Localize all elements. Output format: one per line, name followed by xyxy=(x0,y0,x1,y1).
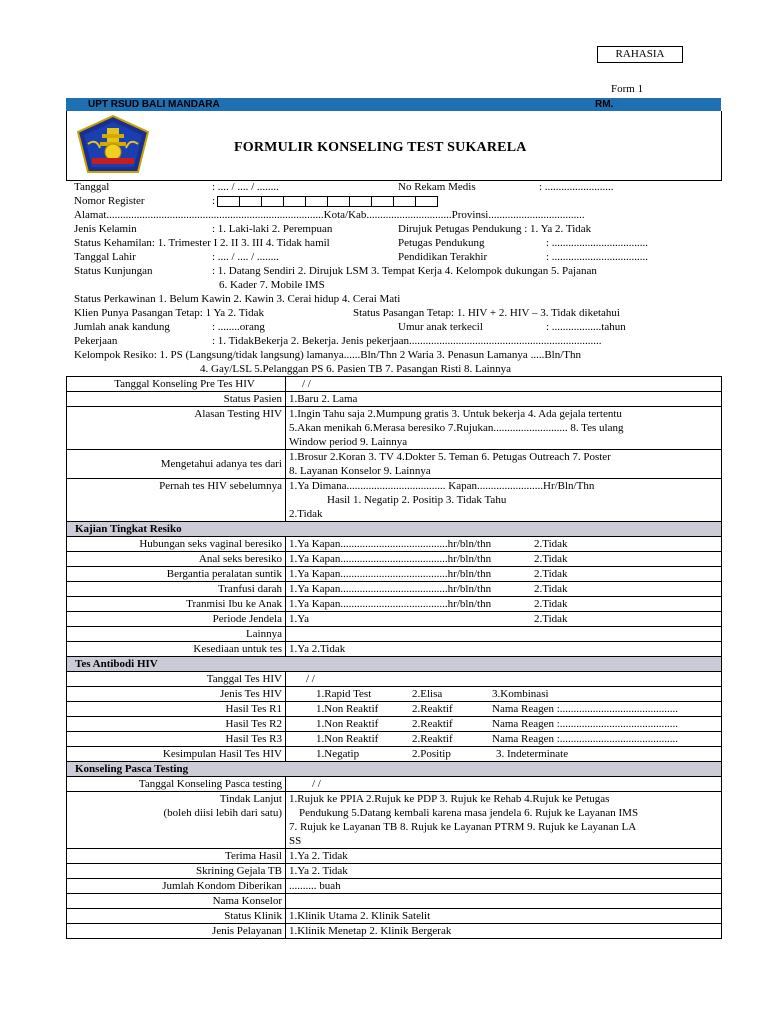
hasil-field[interactable] xyxy=(286,732,722,747)
confidential-badge: RAHASIA xyxy=(597,46,683,63)
nomor-register-colon: : xyxy=(212,195,216,207)
table-row xyxy=(67,642,722,657)
nomor-register-boxes[interactable] xyxy=(218,196,438,206)
status-kunjungan-field-2[interactable]: 6. Kader 7. Mobile IMS xyxy=(219,279,325,291)
hasil-c: Nama Reagen :........................................... xyxy=(492,733,679,745)
status-kunjungan-field[interactable]: : 1. Datang Sendiri 2. Dirujuk LSM 3. Tempat Kerja 4. Kelompok dukungan 5. Pajanan xyxy=(212,265,597,277)
skrining-label: Skrining Gejala TB xyxy=(67,864,286,879)
rm-label: RM. xyxy=(595,99,614,110)
bali-province-emblem-icon xyxy=(74,114,152,178)
kesediaan-field[interactable]: 1.Ya 2.Tidak xyxy=(286,642,722,657)
lainnya-label: Lainnya xyxy=(67,627,286,642)
pasca-section-title: Konseling Pasca Testing xyxy=(67,762,722,777)
no-rekam-field[interactable]: : ......................... xyxy=(539,181,614,193)
pendidikan-field[interactable]: : ................................... xyxy=(546,251,649,263)
lainnya-field[interactable] xyxy=(286,627,722,642)
umur-anak-field[interactable]: : ..................tahun xyxy=(546,321,626,333)
mengetahui-field[interactable] xyxy=(286,450,722,479)
tanggal-label: Tanggal xyxy=(74,181,110,193)
kajian-ya: 1.Ya Kapan.......................................hr/bln/thn xyxy=(289,538,492,550)
mengetahui-line-2: 8. Layanan Konselor 9. Lainnya xyxy=(289,465,431,477)
table-row xyxy=(67,687,722,702)
status-pasien-field[interactable]: 1.Baru 2. Lama xyxy=(286,392,722,407)
kajian-field[interactable] xyxy=(286,537,722,552)
pre-tes-field[interactable]: / / xyxy=(286,377,722,392)
status-kunjungan-label: Status Kunjungan xyxy=(74,265,153,277)
tanggal-lahir-field[interactable]: : .... / .... / ........ xyxy=(212,251,279,263)
mengetahui-line-1: 1.Brosur 2.Koran 3. TV 4.Dokter 5. Teman 6. Petugas Outreach 7. Poster xyxy=(289,451,611,463)
kesimpulan-label: Kesimpulan Hasil Tes HIV xyxy=(67,747,286,762)
tindak-line-3: 7. Rujuk ke Layanan TB 8. Rujuk ke Layanan PTRM 9. Rujuk ke Layanan LA xyxy=(289,821,637,833)
tanggal-tes-field[interactable]: / / xyxy=(286,672,722,687)
kesimpulan-field[interactable] xyxy=(286,747,722,762)
hasil-label: Hasil Tes R2 xyxy=(67,717,286,732)
alasan-line-1: 1.Ingin Tahu saja 2.Mumpung gratis 3. Untuk bekerja 4. Ada gejala tertentu xyxy=(289,408,622,420)
tindak-field[interactable] xyxy=(286,792,722,849)
table-row xyxy=(67,377,722,392)
form-title: FORMULIR KONSELING TEST SUKARELA xyxy=(234,140,527,155)
jumlah-anak-label: Jumlah anak kandung xyxy=(74,321,170,333)
table-row xyxy=(67,924,722,939)
kajian-label: Hubungan seks vaginal beresiko xyxy=(67,537,286,552)
table-row xyxy=(67,407,722,450)
table-row xyxy=(67,567,722,582)
alamat-line[interactable]: Alamat...............................................................................Kota/Kab...............................Provinsi................................... xyxy=(74,209,585,221)
alasan-line-3: Window period 9. Lainnya xyxy=(289,436,408,448)
table-row xyxy=(67,552,722,567)
kajian-ya: 1.Ya xyxy=(289,613,309,625)
status-pasien-label: Status Pasien xyxy=(67,392,286,407)
kajian-label: Bergantia peralatan suntik xyxy=(67,567,286,582)
table-row xyxy=(67,657,722,672)
hasil-a: 1.Non Reaktif xyxy=(316,718,379,730)
table-row xyxy=(67,864,722,879)
mengetahui-label: Mengetahui adanya tes dari xyxy=(67,450,286,479)
jumlah-anak-field[interactable]: : ........orang xyxy=(212,321,265,333)
kesimpulan-c: 3. Indeterminate xyxy=(496,748,569,760)
table-row xyxy=(67,777,722,792)
kajian-tidak: 2.Tidak xyxy=(534,538,568,550)
table-row xyxy=(67,702,722,717)
jenis-kelamin-label: Jenis Kelamin xyxy=(74,223,137,235)
kajian-ya: 1.Ya Kapan.......................................hr/bln/thn xyxy=(289,598,492,610)
kesimpulan-b: 2.Positip xyxy=(412,748,451,760)
table-row xyxy=(67,717,722,732)
hasil-field[interactable] xyxy=(286,702,722,717)
table-row xyxy=(67,537,722,552)
tindak-label: Tindak Lanjut xyxy=(219,793,282,805)
konselor-label: Nama Konselor xyxy=(67,894,286,909)
kajian-field[interactable] xyxy=(286,612,722,627)
table-row xyxy=(67,450,722,479)
table-row xyxy=(67,479,722,522)
kajian-label: Tranfusi darah xyxy=(67,582,286,597)
tanggal-lahir-label: Tanggal Lahir xyxy=(74,251,136,263)
table-row xyxy=(67,582,722,597)
tindak-label-note: (boleh diisi lebih dari satu) xyxy=(163,807,282,819)
table-row xyxy=(67,522,722,537)
skrining-field[interactable]: 1.Ya 2. Tidak xyxy=(286,864,722,879)
hasil-a: 1.Non Reaktif xyxy=(316,703,379,715)
kondom-field[interactable]: .......... buah xyxy=(286,879,722,894)
jenis-pelayanan-field[interactable]: 1.Klinik Menetap 2. Klinik Bergerak xyxy=(286,924,722,939)
jenis-tes-b: 2.Elisa xyxy=(412,688,443,700)
tanggal-tes-label: Tanggal Tes HIV xyxy=(67,672,286,687)
table-row xyxy=(67,879,722,894)
pernah-label: Pernah tes HIV sebelumnya xyxy=(67,479,286,522)
kesediaan-label: Kesediaan untuk tes xyxy=(67,642,286,657)
umur-anak-label: Umur anak terkecil xyxy=(398,321,483,333)
table-row xyxy=(67,909,722,924)
kajian-label: Tranmisi Ibu ke Anak xyxy=(67,597,286,612)
alasan-line-2: 5.Akan menikah 6.Merasa beresiko 7.Rujukan........................... 8. Tes ulang xyxy=(289,422,624,434)
pendidikan-label: Pendidikan Terakhir xyxy=(398,251,488,263)
status-pasangan-field[interactable]: Status Pasangan Tetap: 1. HIV + 2. HIV – 3. Tidak diketahui xyxy=(353,307,620,319)
status-kehamilan-field[interactable]: Status Kehamilan: 1. Trimester I 2. II 3. III 4. Tidak hamil xyxy=(74,237,330,249)
klien-pasangan-field[interactable]: Klien Punya Pasangan Tetap: 1 Ya 2. Tidak xyxy=(74,307,265,319)
hasil-b: 2.Reaktif xyxy=(412,718,453,730)
kajian-ya: 1.Ya Kapan.......................................hr/bln/thn xyxy=(289,553,492,565)
pasca-tanggal-field[interactable]: / / xyxy=(286,777,722,792)
table-row xyxy=(67,732,722,747)
konselor-field[interactable] xyxy=(286,894,722,909)
dirujuk-field[interactable]: Dirujuk Petugas Pendukung : 1. Ya 2. Tidak xyxy=(398,223,592,235)
hasil-field[interactable] xyxy=(286,717,722,732)
petugas-field[interactable]: : ................................... xyxy=(546,237,649,249)
pernah-line-3: 2.Tidak xyxy=(289,508,323,520)
hasil-c: Nama Reagen :........................................... xyxy=(492,718,679,730)
table-row xyxy=(67,392,722,407)
hospital-bar xyxy=(66,98,721,111)
table-row xyxy=(67,612,722,627)
hasil-b: 2.Reaktif xyxy=(412,733,453,745)
kajian-field[interactable] xyxy=(286,567,722,582)
petugas-label: Petugas Pendukung xyxy=(398,237,485,249)
status-perkawinan-field[interactable]: Status Perkawinan 1. Belum Kawin 2. Kawin 3. Cerai hidup 4. Cerai Mati xyxy=(74,293,401,305)
jenis-kelamin-field[interactable]: : 1. Laki-laki 2. Perempuan xyxy=(212,223,333,235)
no-rekam-label: No Rekam Medis xyxy=(398,181,476,193)
tindak-line-4: SS xyxy=(289,835,302,847)
kajian-field[interactable] xyxy=(286,552,722,567)
jenis-tes-field[interactable] xyxy=(286,687,722,702)
tindak-line-2: Pendukung 5.Datang kembali karena masa jendela 6. Rujuk ke Layanan IMS xyxy=(299,807,639,819)
kajian-field[interactable] xyxy=(286,597,722,612)
tindak-label-cell xyxy=(67,792,286,849)
table-row xyxy=(67,597,722,612)
hasil-a: 1.Non Reaktif xyxy=(316,733,379,745)
kesimpulan-a: 1.Negatip xyxy=(316,748,360,760)
kelompok-resiko-field[interactable]: Kelompok Resiko: 1. PS (Langsung/tidak langsung) lamanya......Bln/Thn 2 Waria 3. Penasun Lamanya .....Bln/Thn xyxy=(74,349,581,361)
kajian-section-title: Kajian Tingkat Resiko xyxy=(67,522,722,537)
jenis-tes-a: 1.Rapid Test xyxy=(316,688,372,700)
table-row xyxy=(67,792,722,849)
pekerjaan-label: Pekerjaan xyxy=(74,335,118,347)
tanggal-field[interactable]: : .... / .... / ........ xyxy=(212,181,279,193)
kajian-field[interactable] xyxy=(286,582,722,597)
jenis-tes-c: 3.Kombinasi xyxy=(492,688,549,700)
pernah-line-1: 1.Ya Dimana.................................... Kapan........................Hr/Bln/Thn xyxy=(289,480,595,492)
status-klinik-label: Status Klinik xyxy=(67,909,286,924)
kajian-label: Periode Jendela xyxy=(67,612,286,627)
tindak-line-1: 1.Rujuk ke PPIA 2.Rujuk ke PDP 3. Rujuk ke Rehab 4.Rujuk ke Petugas xyxy=(289,793,610,805)
table-row xyxy=(67,762,722,777)
pasca-tanggal-label: Tanggal Konseling Pasca testing xyxy=(67,777,286,792)
pekerjaan-field[interactable]: : 1. TidakBekerja 2. Bekerja. Jenis pekerjaan...................................................................... xyxy=(212,335,602,347)
counseling-table xyxy=(66,376,722,939)
table-row xyxy=(67,627,722,642)
hasil-b: 2.Reaktif xyxy=(412,703,453,715)
kajian-ya: 1.Ya Kapan.......................................hr/bln/thn xyxy=(289,568,492,580)
kajian-ya: 1.Ya Kapan.......................................hr/bln/thn xyxy=(289,583,492,595)
hasil-label: Hasil Tes R1 xyxy=(67,702,286,717)
terima-label: Terima Hasil xyxy=(67,849,286,864)
antibodi-section-title: Tes Antibodi HIV xyxy=(67,657,722,672)
jenis-pelayanan-label: Jenis Pelayanan xyxy=(67,924,286,939)
hasil-c: Nama Reagen :........................................... xyxy=(492,703,679,715)
terima-field[interactable]: 1.Ya 2. Tidak xyxy=(286,849,722,864)
kajian-tidak: 2.Tidak xyxy=(534,598,568,610)
alasan-label: Alasan Testing HIV xyxy=(67,407,286,450)
kajian-tidak: 2.Tidak xyxy=(534,568,568,580)
table-row xyxy=(67,894,722,909)
hasil-label: Hasil Tes R3 xyxy=(67,732,286,747)
hospital-name: UPT RSUD BALI MANDARA xyxy=(88,99,220,110)
alasan-field[interactable] xyxy=(286,407,722,450)
kajian-label: Anal seks beresiko xyxy=(67,552,286,567)
kajian-tidak: 2.Tidak xyxy=(534,553,568,565)
kajian-tidak: 2.Tidak xyxy=(534,613,568,625)
jenis-tes-label: Jenis Tes HIV xyxy=(67,687,286,702)
kondom-label: Jumlah Kondom Diberikan xyxy=(67,879,286,894)
table-row xyxy=(67,849,722,864)
table-row xyxy=(67,672,722,687)
form-number: Form 1 xyxy=(611,83,644,95)
status-klinik-field[interactable]: 1.Klinik Utama 2. Klinik Satelit xyxy=(286,909,722,924)
table-row xyxy=(67,747,722,762)
pre-tes-label: Tanggal Konseling Pre Tes HIV xyxy=(67,377,286,392)
pernah-line-2: Hasil 1. Negatip 2. Positip 3. Tidak Tahu xyxy=(327,494,507,506)
pernah-field[interactable] xyxy=(286,479,722,522)
nomor-register-label: Nomor Register xyxy=(74,195,145,207)
kelompok-resiko-field-2[interactable]: 4. Gay/LSL 5.Pelanggan PS 6. Pasien TB 7. Pasangan Risti 8. Lainnya xyxy=(200,363,512,375)
kajian-tidak: 2.Tidak xyxy=(534,583,568,595)
